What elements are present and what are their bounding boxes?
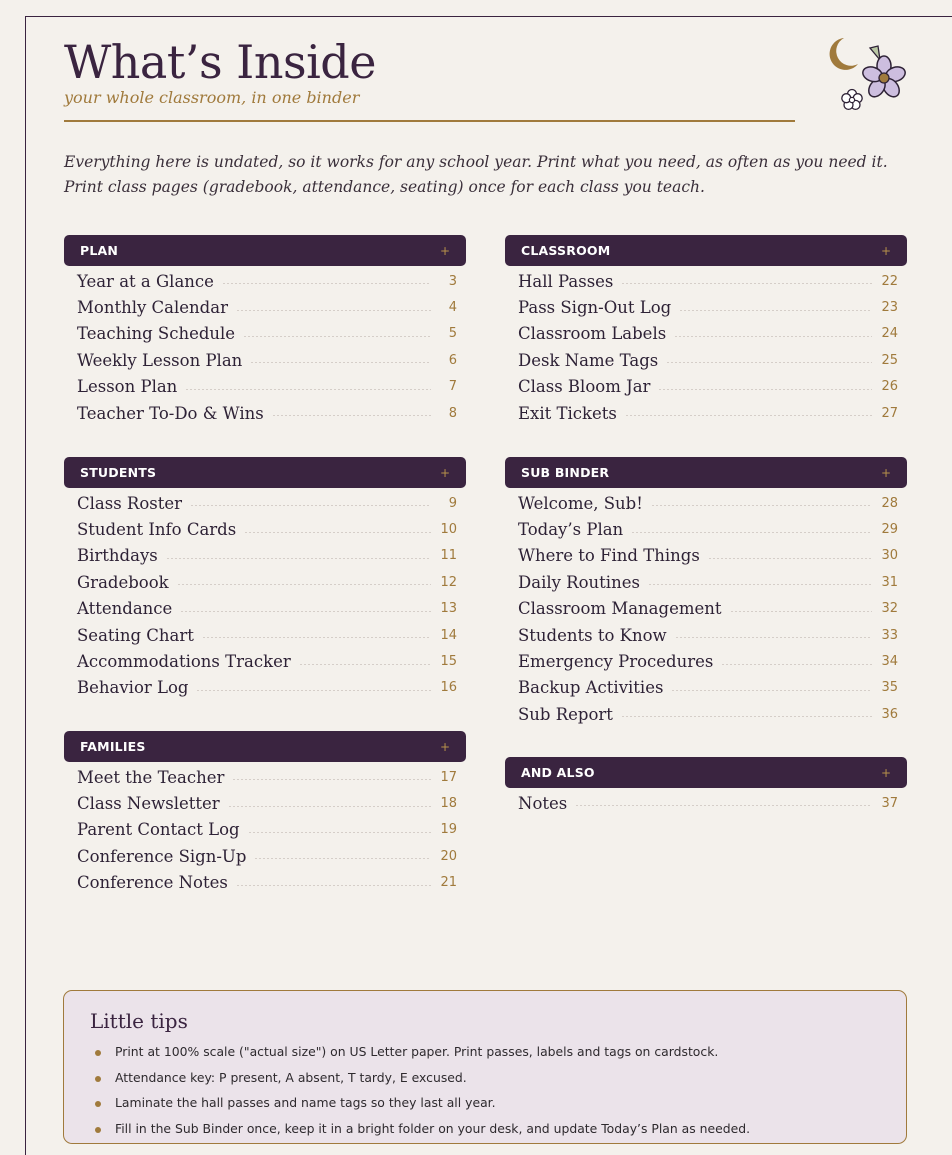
section-families: [64, 731, 466, 896]
toc-entry-label: Year at a Glance: [77, 271, 214, 291]
toc-entry-page-number: 24: [881, 326, 898, 342]
toc-entry-label: Conference Notes: [77, 873, 228, 893]
dot-leader: [730, 611, 872, 612]
dot-leader: [708, 558, 872, 559]
tip-text: Print at 100% scale ("actual size") on US Letter paper. Print passes, labels and tags on cardstock.: [115, 1044, 719, 1059]
toc-entry: [77, 790, 457, 816]
dot-leader: [166, 558, 431, 559]
section-header: [505, 757, 907, 788]
section-title: FAMILIES: [80, 739, 146, 754]
toc-entry-page-number: 29: [881, 522, 898, 538]
toc-entry: [77, 374, 457, 400]
toc-entry-label: Class Newsletter: [77, 794, 220, 814]
intro-line-1: Everything here is undated, so it works for any school year. Print what you need, as often as you need it.: [64, 153, 888, 171]
toc-entry-label: Daily Routines: [518, 572, 640, 592]
dot-leader: [228, 806, 431, 807]
toc-entry: [77, 675, 457, 701]
toc-entry-page-number: 30: [881, 548, 898, 564]
section-title: STUDENTS: [80, 465, 157, 480]
toc-entry-label: Weekly Lesson Plan: [77, 350, 243, 370]
tip-text: Attendance key: P present, A absent, T tardy, E excused.: [115, 1069, 467, 1085]
toc-entry-label: Teaching Schedule: [77, 324, 236, 344]
toc-entry-page-number: 27: [881, 405, 898, 421]
dot-leader: [721, 664, 872, 665]
toc-entry-label: Seating Chart: [77, 625, 194, 645]
toc-entry: [77, 648, 457, 674]
toc-entry-label: Birthdays: [77, 546, 158, 566]
flower-icon: [861, 46, 907, 100]
crescent-moon-icon: [830, 38, 858, 70]
bullet-icon: [95, 1101, 101, 1107]
toc-entry-label: Desk Name Tags: [518, 350, 659, 370]
toc-entry-page-number: 18: [440, 796, 457, 812]
dot-leader: [674, 336, 872, 337]
dot-leader: [254, 858, 431, 859]
toc-entry-page-number: 21: [440, 875, 457, 891]
toc-entry-label: Exit Tickets: [518, 403, 617, 423]
toc-entry-label: Emergency Procedures: [518, 652, 714, 672]
toc-entry: [77, 569, 457, 595]
toc-entry-label: Meet the Teacher: [77, 767, 225, 787]
dot-leader: [232, 779, 431, 780]
toc-entry: [518, 569, 898, 595]
toc-entry: [77, 764, 457, 790]
section-header: [64, 457, 466, 488]
tip-text: Laminate the hall passes and name tags so they last all year.: [115, 1095, 496, 1110]
toc-entry: [77, 490, 457, 516]
toc-entry-label: Accommodations Tracker: [77, 652, 291, 672]
section-title: PLAN: [80, 243, 119, 258]
toc-entry-label: Parent Contact Log: [77, 820, 240, 840]
toc-entry-label: Pass Sign-Out Log: [518, 298, 672, 318]
dot-leader: [222, 283, 431, 284]
toc-entry-label: Hall Passes: [518, 271, 614, 291]
toc-entry-page-number: 3: [448, 273, 457, 289]
tip-item: [95, 1067, 880, 1093]
page-title: What’s Inside: [64, 35, 376, 89]
dot-leader: [272, 415, 431, 416]
toc-entry: [518, 701, 898, 727]
toc-entry: [518, 347, 898, 373]
dot-leader: [243, 336, 431, 337]
toc-entry-label: Conference Sign-Up: [77, 846, 247, 866]
toc-entry-label: Behavior Log: [77, 678, 189, 698]
toc-entry-page-number: 23: [881, 300, 898, 316]
toc-entry-label: Class Roster: [77, 493, 183, 513]
toc-entry-page-number: 22: [881, 273, 898, 289]
tips-box: [63, 990, 907, 1144]
tip-item: [95, 1041, 880, 1067]
toc-entry: [518, 374, 898, 400]
tips-title: Little tips: [90, 1009, 188, 1033]
section-and-also: [505, 757, 907, 816]
dot-leader: [202, 637, 431, 638]
dot-leader: [185, 389, 431, 390]
dot-leader: [196, 690, 431, 691]
toc-entry-page-number: 12: [440, 574, 457, 590]
dot-leader: [651, 505, 872, 506]
toc-entry-page-number: 9: [448, 495, 457, 511]
dot-leader: [248, 832, 431, 833]
dot-leader: [671, 690, 872, 691]
dot-leader: [244, 532, 431, 533]
toc-entry-page-number: 17: [440, 769, 457, 785]
plus-icon: +: [880, 765, 891, 780]
toc-entry: [518, 648, 898, 674]
dot-leader: [250, 362, 431, 363]
toc-entry-page-number: 33: [881, 627, 898, 643]
toc-entry: [77, 294, 457, 320]
section-sub-binder: [505, 457, 907, 728]
dot-leader: [666, 362, 872, 363]
section-header: [505, 235, 907, 266]
plus-icon: +: [880, 465, 891, 480]
toc-entry-page-number: 6: [448, 352, 457, 368]
toc-entry-page-number: 16: [440, 680, 457, 696]
section-students: [64, 457, 466, 701]
toc-entry-page-number: 28: [881, 495, 898, 511]
decoration: [824, 34, 912, 116]
toc-entry-label: Classroom Labels: [518, 324, 667, 344]
plus-icon: +: [439, 243, 450, 258]
toc-entry-label: Welcome, Sub!: [518, 493, 643, 513]
toc-entry-page-number: 26: [881, 379, 898, 395]
small-flower-icon: [842, 90, 862, 110]
toc-entry-page-number: 32: [881, 601, 898, 617]
toc-entry-page-number: 20: [440, 848, 457, 864]
toc-entry: [77, 870, 457, 896]
section-items: [505, 266, 907, 426]
toc-entry-label: Monthly Calendar: [77, 298, 228, 318]
toc-entry-page-number: 15: [440, 654, 457, 670]
toc-entry: [518, 321, 898, 347]
toc-entry-label: Classroom Management: [518, 599, 722, 619]
toc-entry: [518, 400, 898, 426]
section-items: [505, 488, 907, 728]
toc-entry-page-number: 10: [440, 522, 457, 538]
dot-leader: [621, 283, 872, 284]
dot-leader: [177, 584, 431, 585]
dot-leader: [299, 664, 431, 665]
toc-entry: [77, 543, 457, 569]
toc-entry-label: Today’s Plan: [518, 520, 624, 540]
dot-leader: [648, 584, 872, 585]
toc-entry-page-number: 7: [448, 379, 457, 395]
toc-entry: [77, 321, 457, 347]
tip-item: [95, 1092, 880, 1118]
toc-entry-label: Notes: [518, 793, 568, 813]
tip-item: [95, 1118, 880, 1144]
toc-entry-label: Class Bloom Jar: [518, 377, 651, 397]
toc-entry-page-number: 11: [440, 548, 457, 564]
toc-entry-label: Where to Find Things: [518, 546, 700, 566]
plus-icon: +: [439, 739, 450, 754]
toc-entry: [518, 268, 898, 294]
toc-entry-page-number: 35: [881, 680, 898, 696]
toc-entry: [77, 622, 457, 648]
toc-entry-page-number: 25: [881, 352, 898, 368]
toc-entry: [77, 817, 457, 843]
toc-entry-label: Backup Activities: [518, 678, 664, 698]
toc-entry-page-number: 31: [881, 574, 898, 590]
toc-entry-page-number: 19: [440, 822, 457, 838]
dot-leader: [631, 532, 872, 533]
section-classroom: [505, 235, 907, 426]
toc-entry: [77, 400, 457, 426]
plus-icon: +: [880, 243, 891, 258]
toc-entry-page-number: 34: [881, 654, 898, 670]
bullet-icon: [95, 1050, 101, 1056]
tip-text: Fill in the Sub Binder once, keep it in a bright folder on your desk, and update Today’s Plan as needed.: [115, 1120, 751, 1136]
section-title: CLASSROOM: [521, 243, 611, 258]
toc-entry-label: Teacher To-Do & Wins: [77, 403, 264, 423]
dot-leader: [675, 637, 872, 638]
toc-entry: [77, 596, 457, 622]
toc-entry: [518, 294, 898, 320]
dot-leader: [658, 389, 872, 390]
toc-entry: [518, 675, 898, 701]
toc-entry: [77, 516, 457, 542]
toc-entry: [518, 622, 898, 648]
toc-entry-page-number: 5: [448, 326, 457, 342]
plus-icon: +: [439, 465, 450, 480]
dot-leader: [621, 716, 872, 717]
section-title: SUB BINDER: [521, 465, 610, 480]
toc-entry-label: Gradebook: [77, 572, 169, 592]
toc-entry-label: Student Info Cards: [77, 520, 237, 540]
page-subtitle: your whole classroom, in one binder: [64, 88, 360, 107]
dot-leader: [625, 415, 872, 416]
toc-entry: [77, 268, 457, 294]
section-title: AND ALSO: [521, 765, 595, 780]
toc-entry: [518, 790, 898, 816]
toc-entry: [77, 843, 457, 869]
dot-leader: [236, 885, 431, 886]
dot-leader: [679, 310, 872, 311]
dot-leader: [236, 310, 431, 311]
section-plan: [64, 235, 466, 426]
tips-list: [90, 1041, 880, 1143]
toc-entry-label: Sub Report: [518, 704, 613, 724]
toc-entry: [518, 516, 898, 542]
toc-entry-page-number: 14: [440, 627, 457, 643]
intro-text: [64, 150, 914, 200]
bullet-icon: [95, 1076, 101, 1082]
toc-entry-label: Attendance: [77, 599, 173, 619]
section-header: [64, 731, 466, 762]
title-divider: [64, 120, 795, 122]
toc-entry: [518, 490, 898, 516]
toc-entry-page-number: 4: [448, 300, 457, 316]
section-items: [64, 762, 466, 896]
section-items: [505, 788, 907, 816]
bullet-icon: [95, 1127, 101, 1133]
section-items: [64, 488, 466, 701]
toc-entry-page-number: 13: [440, 601, 457, 617]
section-items: [64, 266, 466, 426]
dot-leader: [575, 805, 872, 806]
toc-entry: [518, 543, 898, 569]
toc-entry-page-number: 36: [881, 706, 898, 722]
dot-leader: [180, 611, 431, 612]
intro-line-2: Print class pages (gradebook, attendance, seating) once for each class you teach.: [64, 178, 705, 196]
toc-entry-label: Students to Know: [518, 625, 667, 645]
section-header: [505, 457, 907, 488]
toc-entry: [518, 596, 898, 622]
toc-entry: [77, 347, 457, 373]
toc-entry-page-number: 8: [448, 405, 457, 421]
section-header: [64, 235, 466, 266]
toc-entry-label: Lesson Plan: [77, 377, 178, 397]
dot-leader: [190, 505, 431, 506]
toc-entry-page-number: 37: [881, 795, 898, 811]
